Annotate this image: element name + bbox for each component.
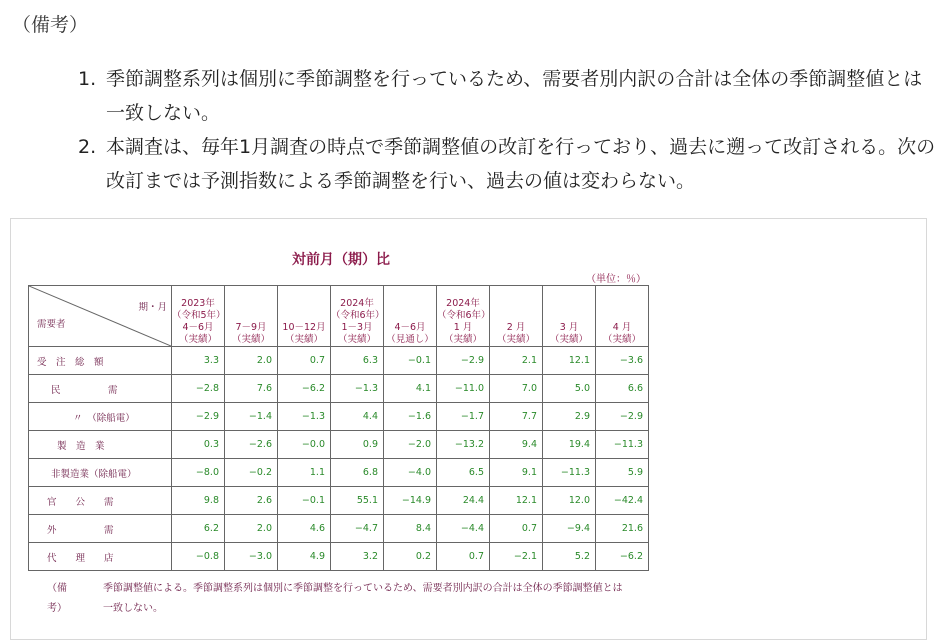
table-cell: 2.6 <box>225 487 278 515</box>
column-header-line: （実績） <box>443 334 482 345</box>
table-cell: −3.0 <box>225 543 278 571</box>
period-label: 期・月 <box>138 302 167 313</box>
table-cell: 6.5 <box>437 459 490 487</box>
table-cell: −11.0 <box>437 375 490 403</box>
row-label: 〃 （除船電） <box>29 403 172 431</box>
demand-label: 需要者 <box>37 319 66 330</box>
column-header-line: 1－3月 <box>341 322 373 333</box>
row-label: 外 需 <box>29 515 172 543</box>
table-cell: −1.3 <box>331 375 384 403</box>
column-header-line: 2 月 <box>506 322 526 333</box>
table-cell: 0.7 <box>490 515 543 543</box>
table-cell: 5.0 <box>543 375 596 403</box>
table-cell: 2.0 <box>225 515 278 543</box>
table-cell: 6.3 <box>331 347 384 375</box>
table-row <box>29 431 649 459</box>
column-header-line: （令和5年） <box>172 310 226 321</box>
table-cell: −4.4 <box>437 515 490 543</box>
row-label: 代 理 店 <box>29 543 172 571</box>
table-cell: −9.4 <box>543 515 596 543</box>
table-cell: 21.6 <box>596 515 649 543</box>
notes-list <box>78 62 938 198</box>
table-cell: −11.3 <box>596 431 649 459</box>
table-cell: 8.4 <box>384 515 437 543</box>
table-cell: −2.0 <box>384 431 437 459</box>
data-table <box>28 285 649 571</box>
remarks-heading: （備考） <box>12 14 89 36</box>
table-cell: 12.1 <box>543 347 596 375</box>
table-cell: 3.2 <box>331 543 384 571</box>
column-header-line: 4－6月 <box>394 322 426 333</box>
column-header <box>437 286 490 347</box>
unit-label: （単位：％） <box>586 274 646 285</box>
table-cell: 5.9 <box>596 459 649 487</box>
note-number: 1. <box>78 68 97 90</box>
table-cell: −2.8 <box>172 375 225 403</box>
table-cell: 19.4 <box>543 431 596 459</box>
column-header-line: （見通し） <box>386 334 434 345</box>
table-cell: −6.2 <box>596 543 649 571</box>
table-cell: 4.6 <box>278 515 331 543</box>
note-item <box>78 130 938 198</box>
table-cell: 1.1 <box>278 459 331 487</box>
note-text: 季節調整系列は個別に季節調整を行っているため、需要者別内訳の合計は全体の季節調整値とは一致しない。 <box>106 68 923 124</box>
table-cell: 9.8 <box>172 487 225 515</box>
table-cell: −2.6 <box>225 431 278 459</box>
table-cell: 4.9 <box>278 543 331 571</box>
column-header-line: 2024年 <box>340 298 374 309</box>
table-cell: 9.4 <box>490 431 543 459</box>
table-cell: −8.0 <box>172 459 225 487</box>
table-cell: 0.2 <box>384 543 437 571</box>
table-cell: 0.9 <box>331 431 384 459</box>
table-cell: 0.3 <box>172 431 225 459</box>
row-label: 官 公 需 <box>29 487 172 515</box>
table-cell: −6.2 <box>278 375 331 403</box>
table-cell: 2.0 <box>225 347 278 375</box>
table-cell: 7.6 <box>225 375 278 403</box>
column-header-line: （実績） <box>231 334 270 345</box>
column-header-line: （実績） <box>284 334 323 345</box>
table-cell: 9.1 <box>490 459 543 487</box>
column-header-line: （令和6年） <box>437 310 491 321</box>
table-cell: 3.3 <box>172 347 225 375</box>
table-cell: −2.9 <box>437 347 490 375</box>
column-header-line: 4－6月 <box>182 322 214 333</box>
column-header-line: （実績） <box>602 334 641 345</box>
footnote-text: 季節調整値による。季節調整系列は個別に季節調整を行っているため、需要者別内訳の合計は全体の季節調整値とは一致しない。 <box>103 583 623 614</box>
column-header-line: （実績） <box>337 334 376 345</box>
table-cell: 6.6 <box>596 375 649 403</box>
table-row <box>29 459 649 487</box>
table-cell: −2.1 <box>490 543 543 571</box>
table-title: 対前月（期）比 <box>292 252 390 268</box>
table-cell: −1.7 <box>437 403 490 431</box>
table-cell: −14.9 <box>384 487 437 515</box>
table-cell: −2.9 <box>172 403 225 431</box>
row-label: 受 注 総 額 <box>29 347 172 375</box>
table-cell: −2.9 <box>596 403 649 431</box>
note-number: 2. <box>78 136 97 158</box>
table-row <box>29 543 649 571</box>
table-cell: 4.1 <box>384 375 437 403</box>
table-cell: 12.1 <box>490 487 543 515</box>
corner-header <box>29 286 172 347</box>
column-header-line: 10－12月 <box>282 322 326 333</box>
table-row <box>29 515 649 543</box>
column-header-line: （令和6年） <box>331 310 385 321</box>
column-header-line: 7－9月 <box>235 322 267 333</box>
table-cell: −11.3 <box>543 459 596 487</box>
note-text: 本調査は、毎年1月調査の時点で季節調整値の改訂を行っており、過去に遡って改訂される。次の改訂までは予測指数による季節調整を行い、過去の値は変わらない。 <box>106 136 936 192</box>
table-row <box>29 403 649 431</box>
table-cell: −4.7 <box>331 515 384 543</box>
table-cell: −1.3 <box>278 403 331 431</box>
table-cell: −42.4 <box>596 487 649 515</box>
header-row <box>29 286 649 347</box>
table-cell: 12.0 <box>543 487 596 515</box>
table-figure <box>10 218 927 640</box>
column-header <box>543 286 596 347</box>
column-header <box>490 286 543 347</box>
column-header-line: 1 月 <box>453 322 473 333</box>
table-cell: 2.9 <box>543 403 596 431</box>
table-cell: −3.6 <box>596 347 649 375</box>
table-cell: 7.7 <box>490 403 543 431</box>
table-cell: −0.8 <box>172 543 225 571</box>
table-cell: 24.4 <box>437 487 490 515</box>
table-cell: 2.1 <box>490 347 543 375</box>
column-header-line: 2023年 <box>181 298 215 309</box>
table-cell: −0.2 <box>225 459 278 487</box>
table-cell: −4.0 <box>384 459 437 487</box>
table-cell: −1.4 <box>225 403 278 431</box>
column-header-line: （実績） <box>178 334 217 345</box>
row-label: 製 造 業 <box>29 431 172 459</box>
table-cell: 6.8 <box>331 459 384 487</box>
table-cell: −1.6 <box>384 403 437 431</box>
column-header <box>278 286 331 347</box>
column-header-line: （実績） <box>549 334 588 345</box>
table-cell: 4.4 <box>331 403 384 431</box>
table-cell: −0.1 <box>384 347 437 375</box>
table-cell: −0.0 <box>278 431 331 459</box>
table-cell: 0.7 <box>437 543 490 571</box>
column-header-line: 4 月 <box>612 322 632 333</box>
column-header <box>331 286 384 347</box>
row-label: 民 需 <box>29 375 172 403</box>
table-cell: −13.2 <box>437 431 490 459</box>
table-cell: 0.7 <box>278 347 331 375</box>
diagonal-line <box>29 286 171 346</box>
table-cell: 6.2 <box>172 515 225 543</box>
table-cell: 5.2 <box>543 543 596 571</box>
table-row <box>29 375 649 403</box>
column-header-line: 3 月 <box>559 322 579 333</box>
table-cell: −0.1 <box>278 487 331 515</box>
table-row <box>29 347 649 375</box>
column-header <box>596 286 649 347</box>
row-label: 非製造業（除船電） <box>29 459 172 487</box>
column-header <box>384 286 437 347</box>
column-header-line: （実績） <box>496 334 535 345</box>
footnote-heading: （備考） <box>47 583 67 614</box>
note-item <box>78 62 938 130</box>
column-header <box>225 286 278 347</box>
table-row <box>29 487 649 515</box>
table-cell: 7.0 <box>490 375 543 403</box>
column-header-line: 2024年 <box>446 298 480 309</box>
table-cell: 55.1 <box>331 487 384 515</box>
column-header <box>172 286 225 347</box>
